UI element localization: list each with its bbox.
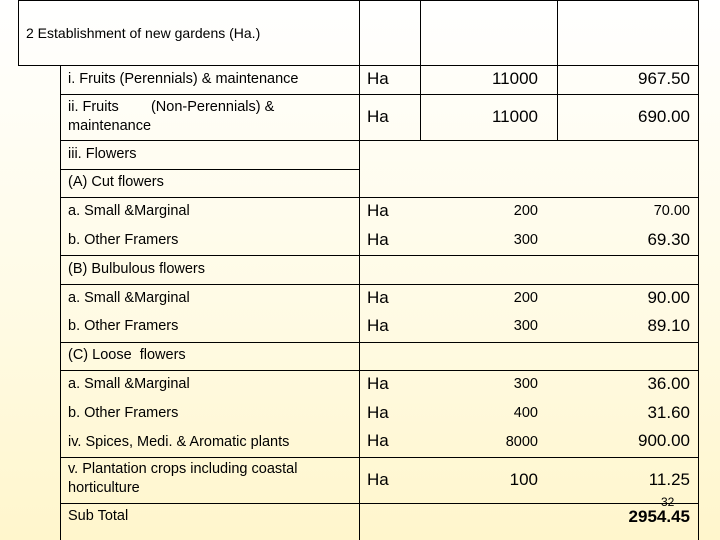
row-unit: Ha	[367, 431, 389, 450]
row-divider	[60, 94, 699, 95]
row-amount: 89.10	[647, 316, 690, 335]
row-qty: 11000	[491, 69, 538, 88]
page-number: 32	[661, 495, 675, 509]
row-unit: Ha	[367, 470, 389, 489]
row-label: a. Small &Marginal	[68, 376, 190, 392]
row-label: (A) Cut flowers	[68, 174, 164, 190]
row-amount: 36.00	[647, 374, 690, 393]
row-amount: 70.00	[653, 203, 690, 219]
row-amount: 11.25	[648, 470, 690, 489]
row-divider	[60, 370, 699, 371]
row-label: b. Other Framers	[68, 232, 179, 248]
row-qty: 300	[513, 232, 538, 248]
row-divider	[60, 457, 699, 458]
row-qty: 200	[513, 290, 538, 306]
row-unit: Ha	[367, 69, 389, 88]
row-label: v. Plantation crops including coastal	[68, 461, 298, 477]
row-unit: Ha	[367, 107, 389, 126]
row-amount: 90.00	[647, 288, 690, 307]
row-unit: Ha	[367, 288, 389, 307]
col-divider-label	[359, 0, 360, 540]
row-divider	[18, 65, 699, 66]
subtotal-amount: 2954.45	[628, 507, 690, 526]
row-amount: 69.30	[647, 230, 690, 249]
row-amount: 967.50	[638, 69, 690, 88]
row-unit: Ha	[367, 374, 389, 393]
row-label: iv. Spices, Medi. & Aromatic plants	[68, 434, 290, 450]
col-divider-unit	[420, 0, 421, 140]
table-border-right	[698, 0, 699, 540]
row-unit: Ha	[367, 403, 389, 422]
row-amount: 31.60	[647, 403, 690, 422]
table-border-left	[18, 0, 19, 65]
row-unit: Ha	[367, 201, 389, 220]
row-label: a. Small &Marginal	[68, 203, 190, 219]
row-label: b. Other Framers	[68, 318, 179, 334]
row-qty: 400	[513, 405, 538, 421]
row-amount: 690.00	[638, 107, 690, 126]
row-divider	[60, 255, 699, 256]
row-label: ii. Fruits (Non-Perennials) &	[68, 99, 275, 115]
row-label: horticulture	[68, 480, 140, 496]
row-amount: 900.00	[638, 431, 690, 450]
section-title: 2 Establishment of new gardens (Ha.)	[26, 25, 261, 41]
row-label: b. Other Framers	[68, 405, 179, 421]
table-border-left-inner	[60, 65, 61, 540]
row-label: (B) Bulbulous flowers	[68, 261, 205, 277]
row-label: i. Fruits (Perennials) & maintenance	[68, 71, 299, 87]
row-qty: 200	[513, 203, 538, 219]
row-label: iii. Flowers	[68, 146, 137, 162]
subtotal-label: Sub Total	[68, 508, 129, 524]
row-label: a. Small &Marginal	[68, 290, 190, 306]
row-qty: 11000	[491, 107, 538, 126]
row-qty: 8000	[505, 434, 538, 450]
row-unit: Ha	[367, 230, 389, 249]
col-divider-qty	[557, 0, 558, 140]
row-divider	[60, 169, 359, 170]
row-qty: 100	[509, 470, 538, 489]
row-label: (C) Loose flowers	[68, 347, 186, 363]
table-border-top	[18, 0, 699, 1]
row-divider	[60, 503, 699, 504]
row-divider	[60, 342, 699, 343]
row-divider	[60, 140, 699, 141]
row-qty: 300	[513, 318, 538, 334]
row-divider	[60, 197, 699, 198]
row-qty: 300	[513, 376, 538, 392]
row-unit: Ha	[367, 316, 389, 335]
row-divider	[60, 284, 699, 285]
row-label: maintenance	[68, 118, 152, 134]
